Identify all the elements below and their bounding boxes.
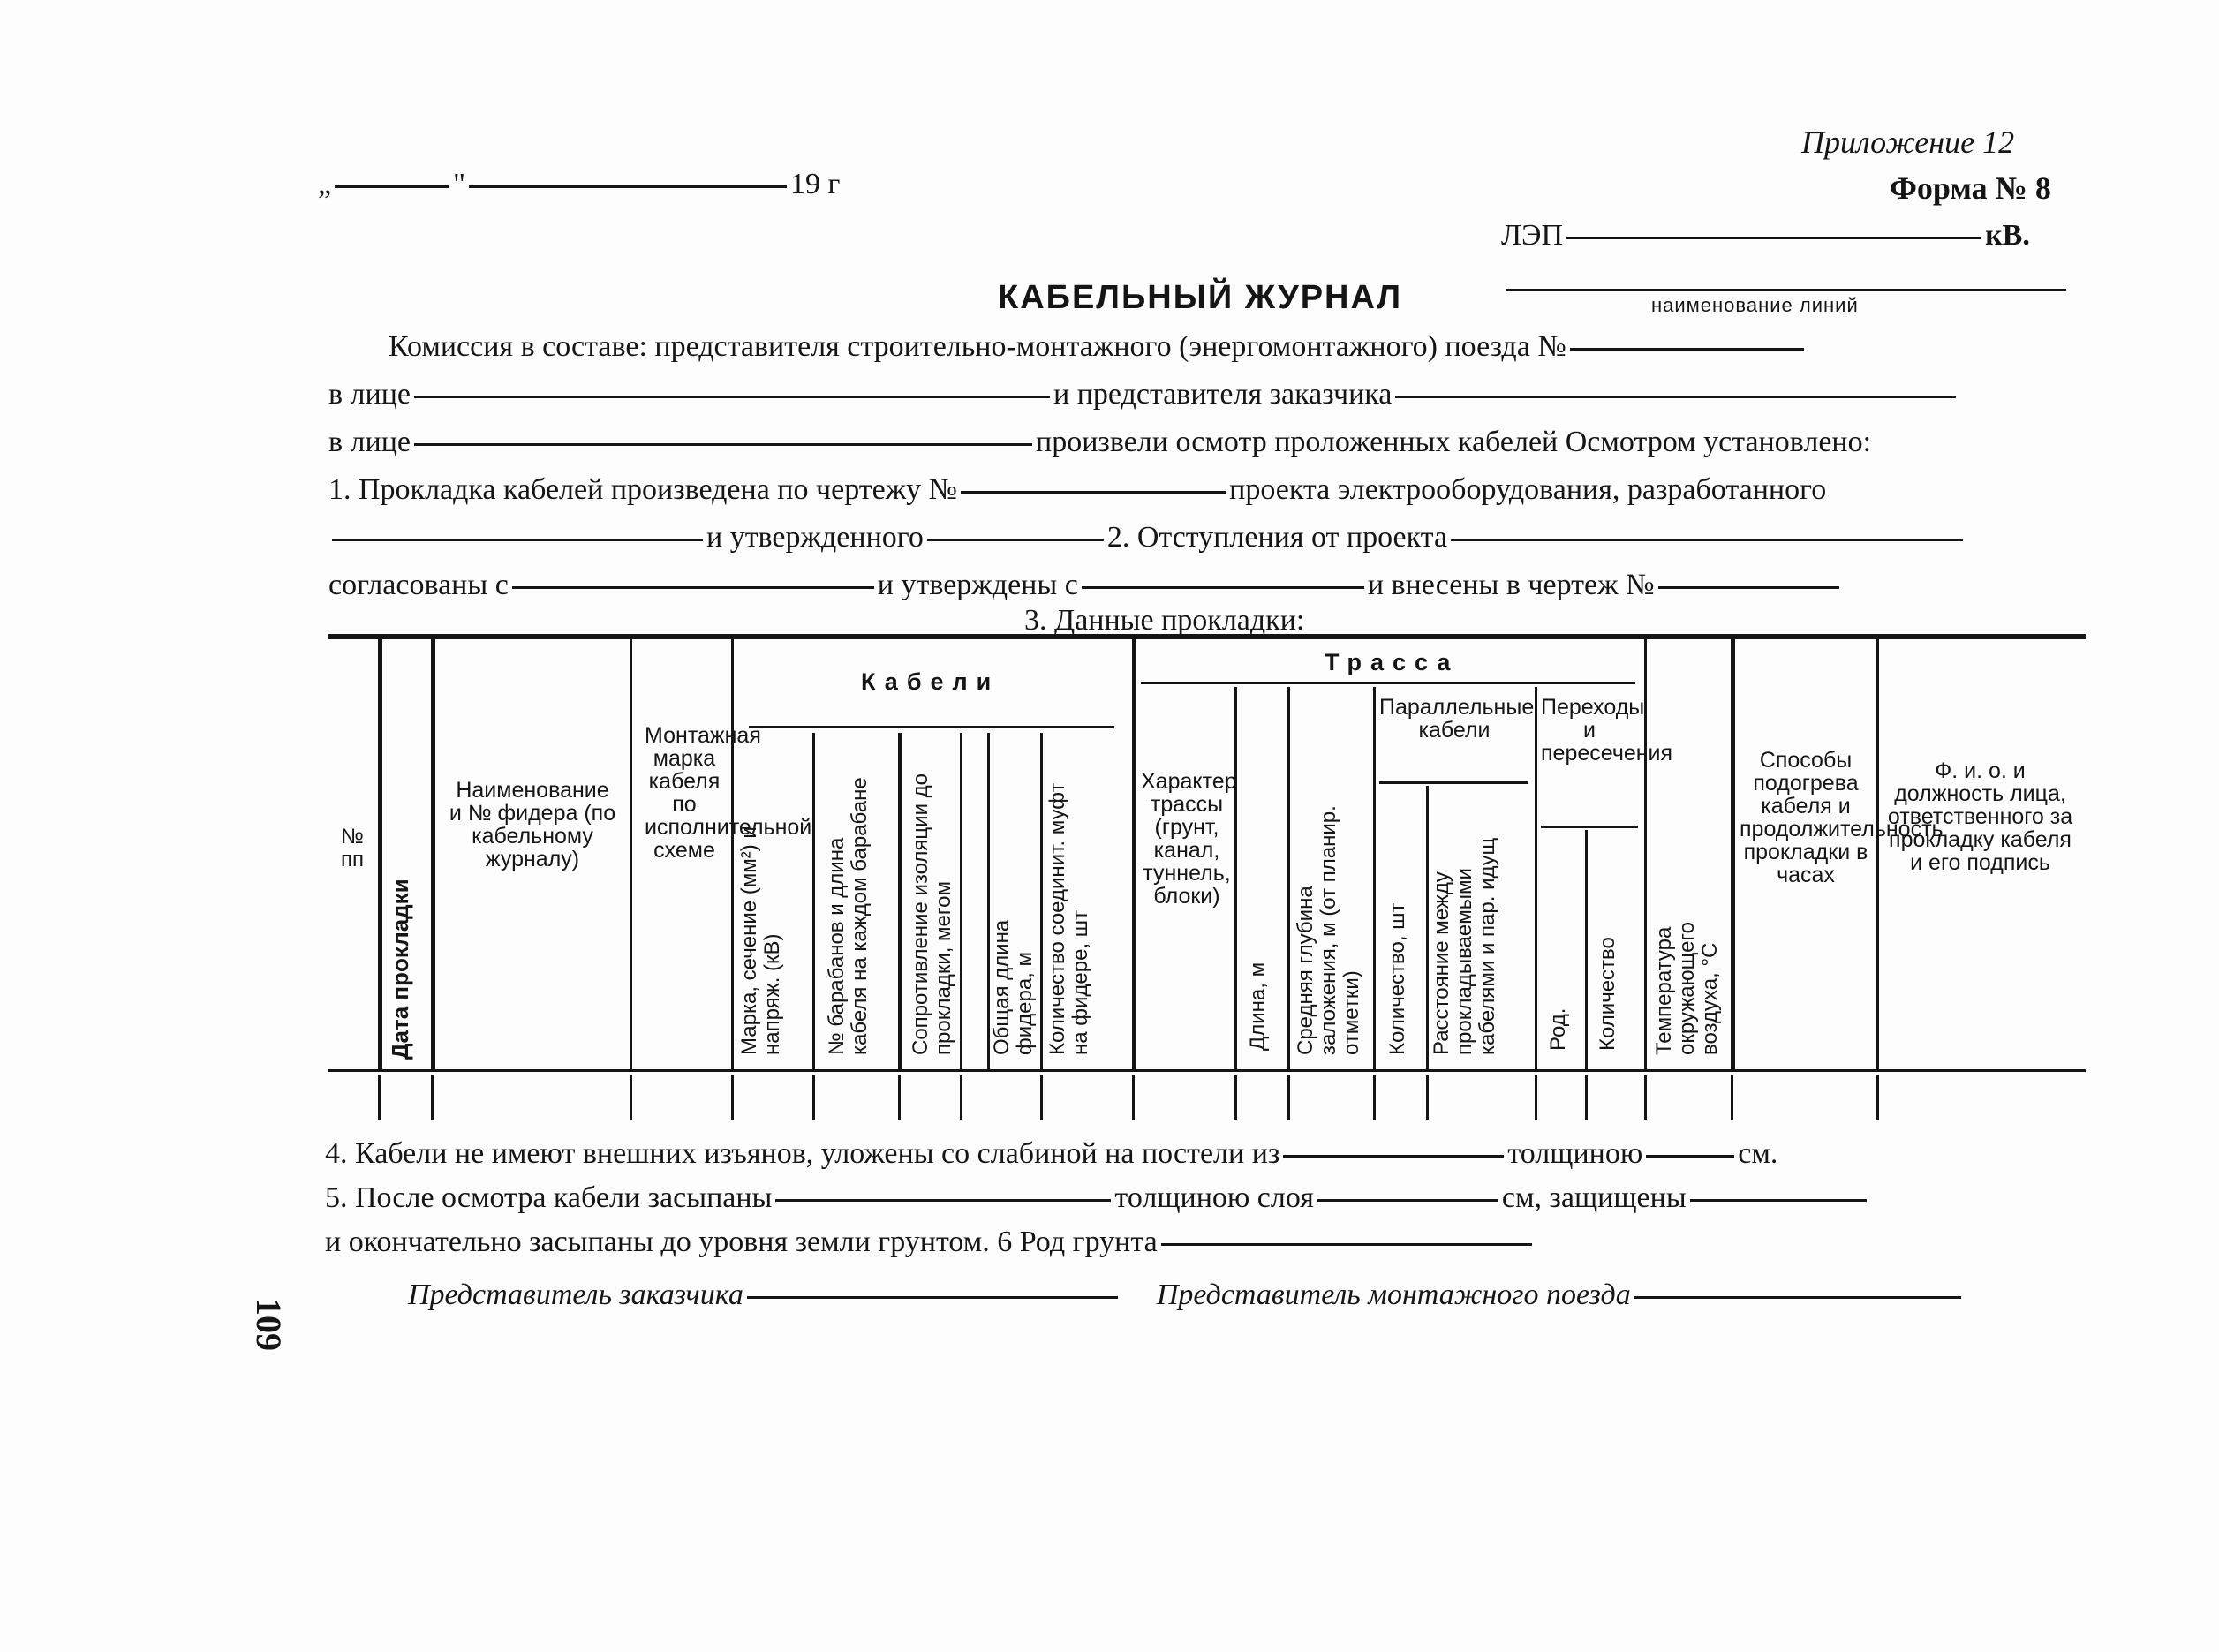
customer-rep-label: Представитель заказчика bbox=[408, 1279, 743, 1311]
crossings-group-header: Переходы и пересечения bbox=[1541, 695, 1673, 766]
in-person-label-2: в лице bbox=[328, 426, 411, 458]
footer-line-3 bbox=[325, 1226, 1536, 1259]
route-character-header: Характер трассы (грунт, канал, туннель, блоки) bbox=[1141, 769, 1237, 909]
deviations-text: 2. Отступления от проекта bbox=[1106, 521, 1448, 554]
page-number: 109 bbox=[249, 1298, 289, 1351]
cm-text: см. bbox=[1738, 1137, 1778, 1170]
col-heating-header: Способы подогрева кабеля и продолжительность прокладки в часах bbox=[1740, 748, 1944, 887]
col-person-header: Ф. и. о. и должность лица, ответственного за прокладку кабеля и его подпись bbox=[1887, 758, 2073, 875]
cable-drums-header: № барабанов и длина кабеля на каждом барабане bbox=[825, 777, 872, 1055]
cable-resistance-header: Сопротивление изоляции до прокладки, мегом bbox=[909, 773, 955, 1055]
cable-couplings-header: Количество соединит. муфт на фидере, шт bbox=[1045, 782, 1092, 1055]
col-date-header: Дата прокладки bbox=[387, 879, 413, 1060]
approved-text: и утвержденного bbox=[706, 521, 924, 554]
appendix-label: Приложение 12 bbox=[1801, 124, 2015, 160]
body-line-6 bbox=[328, 569, 1843, 602]
thickness-text: толщиною bbox=[1507, 1137, 1643, 1170]
col-mark-header: Монтажная марка кабеля по исполнительной схеме bbox=[645, 723, 812, 863]
cable-length-header: Общая длина фидера, м bbox=[990, 919, 1037, 1055]
form-number: Форма № 8 bbox=[1890, 170, 2051, 206]
backfilled-text: 5. После осмотра кабели засыпаны bbox=[325, 1181, 773, 1214]
route-length-header: Длина, м bbox=[1246, 962, 1270, 1051]
crossing-type-header: Род. bbox=[1546, 1007, 1570, 1051]
date-line: „ " 19 г bbox=[318, 168, 841, 200]
inspection-text: произвели осмотр проложенных кабелей Осмотром установлено: bbox=[1036, 426, 1872, 458]
col-feeder-header: Наименование и № фидера (по кабельному журналу) bbox=[449, 778, 616, 871]
line-name-rule bbox=[1506, 289, 2066, 291]
in-person-label: в лице bbox=[328, 378, 411, 411]
crossing-qty-header: Количество bbox=[1596, 937, 1619, 1051]
lep-label: ЛЭП bbox=[1501, 219, 1564, 252]
col-temperature-header: Температура окружающего воздуха, °С bbox=[1652, 922, 1722, 1055]
drawing-text: 1. Прокладка кабелей произведена по чертежу № bbox=[328, 473, 958, 506]
cables-group-header: Кабели bbox=[861, 668, 1000, 695]
cable-mark-header: Марка, сечение (мм²) и напряж. (кВ) bbox=[737, 826, 784, 1055]
body-line-2 bbox=[328, 378, 1959, 411]
col-no-header: № пп bbox=[341, 825, 364, 871]
kv-label: кВ. bbox=[1985, 219, 2030, 252]
lep-line bbox=[1501, 219, 2030, 253]
footer-line-2 bbox=[325, 1181, 1870, 1215]
body-line-4 bbox=[328, 473, 1826, 507]
document-title: КАБЕЛЬНЫЙ ЖУРНАЛ bbox=[998, 279, 1403, 316]
agreed-text: согласованы с bbox=[328, 569, 509, 601]
line-name-caption: наименование линий bbox=[1651, 294, 1859, 316]
footer-line-1 bbox=[325, 1137, 1777, 1171]
route-depth-header: Средняя глубина заложения, м (от планир. отметки) bbox=[1294, 805, 1363, 1055]
customer-rep-text: и представителя заказчика bbox=[1053, 378, 1393, 411]
parallel-qty-header: Количество, шт bbox=[1385, 902, 1409, 1055]
parallel-group-header: Параллельные кабели bbox=[1379, 695, 1535, 743]
body-line-5 bbox=[328, 521, 1966, 554]
body-line-1 bbox=[389, 330, 1808, 364]
commission-text: Комиссия в составе: представителя строительно-монтажного (энергомонтажного) поезда № bbox=[389, 330, 1566, 363]
body-line-3 bbox=[328, 426, 1871, 459]
route-group-header: Трасса bbox=[1325, 649, 1460, 675]
layer-thickness-text: толщиною слоя bbox=[1114, 1181, 1314, 1214]
entered-text: и внесены в чертеж № bbox=[1367, 569, 1655, 601]
approved-with-text: и утверждены с bbox=[877, 569, 1078, 601]
parallel-distance-header: Расстояние между прокладываемыми кабелями и пар. идущ bbox=[1430, 837, 1499, 1055]
protected-text: см, защищены bbox=[1501, 1181, 1687, 1214]
soil-type-text: и окончательно засыпаны до уровня земли грунтом. 6 Род грунта bbox=[325, 1226, 1158, 1258]
train-rep-label: Представитель монтажного поезда bbox=[1156, 1279, 1631, 1311]
signature-line bbox=[408, 1279, 1965, 1312]
project-text: проекта электрооборудования, разработанного bbox=[1229, 473, 1827, 506]
date-year-label: 19 г bbox=[789, 168, 841, 200]
laying-data-heading: 3. Данные прокладки: bbox=[1024, 604, 1305, 637]
no-defects-text: 4. Кабели не имеют внешних изъянов, уложены со слабиной на постели из bbox=[325, 1137, 1280, 1170]
